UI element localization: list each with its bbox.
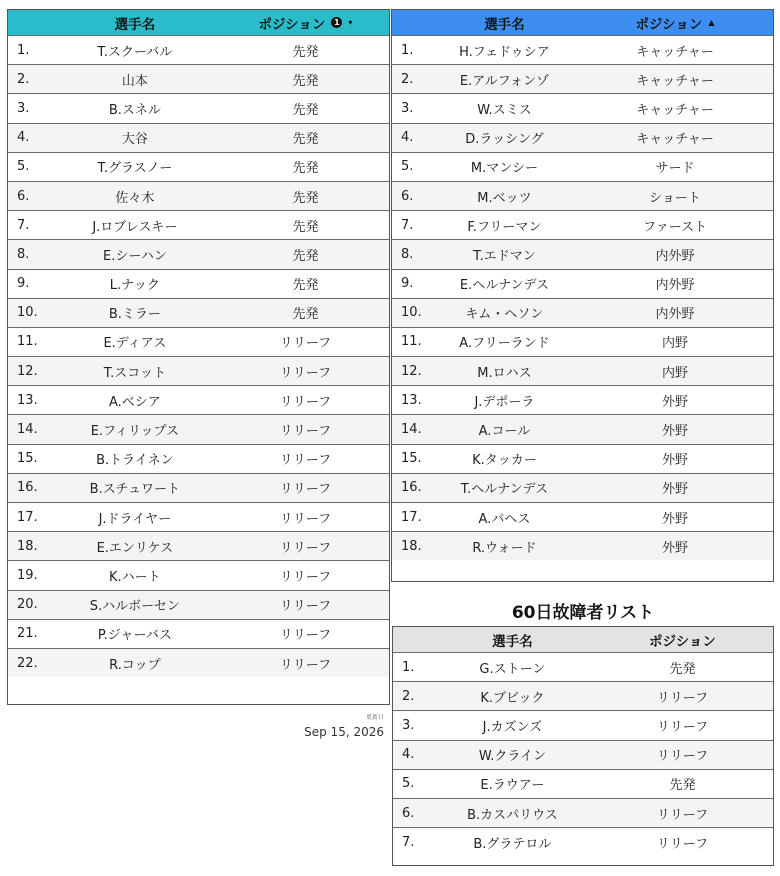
row-number: 1. xyxy=(17,42,30,58)
player-position: 内野 xyxy=(662,365,689,381)
left-roster-table xyxy=(7,9,390,705)
player-name: A.フリーランド xyxy=(459,336,550,352)
row-number: 3. xyxy=(401,100,414,116)
player-position: 先発 xyxy=(292,219,319,235)
table-row[interactable] xyxy=(392,239,773,268)
table-row[interactable] xyxy=(8,473,389,502)
right-table-body xyxy=(392,35,773,560)
table-row[interactable] xyxy=(392,531,773,560)
row-number: 3. xyxy=(402,717,415,733)
last-updated xyxy=(300,712,384,740)
header-player-name[interactable]: 選手名 xyxy=(492,633,533,650)
player-name: E.ディアス xyxy=(103,336,167,352)
row-number: 5. xyxy=(401,159,414,175)
row-number: 7. xyxy=(402,834,415,850)
row-number: 20. xyxy=(17,597,38,613)
sort-up-icon[interactable]: ▲ xyxy=(708,18,715,27)
player-position: 先発 xyxy=(292,73,319,89)
player-position: リリーフ xyxy=(279,628,332,644)
player-name: M.ベッツ xyxy=(477,190,532,206)
player-name: W.スミス xyxy=(477,102,532,118)
updated-date: Sep 15, 2026 xyxy=(304,725,384,739)
player-name: E.ラウアー xyxy=(480,778,545,794)
player-name: E.シーハン xyxy=(103,248,167,264)
player-position: リリーフ xyxy=(656,719,709,735)
player-name: J.ロブレスキー xyxy=(92,219,178,235)
table-row[interactable] xyxy=(8,619,389,648)
header-player-name[interactable]: 選手名 xyxy=(114,16,156,33)
row-number: 18. xyxy=(17,538,38,554)
left-table-body xyxy=(8,35,389,677)
row-number: 15. xyxy=(17,451,38,467)
table-row[interactable] xyxy=(8,590,389,619)
row-number: 4. xyxy=(17,130,30,146)
table-row[interactable] xyxy=(392,385,773,414)
player-position: キャッチャー xyxy=(636,132,714,148)
row-number: 21. xyxy=(17,626,38,642)
table-row[interactable] xyxy=(8,93,389,122)
table-row[interactable] xyxy=(8,239,389,268)
table-row[interactable] xyxy=(8,35,389,64)
player-name: D.ラッシング xyxy=(465,132,544,148)
row-number: 4. xyxy=(401,130,414,146)
table-row[interactable] xyxy=(393,769,773,798)
player-position: サード xyxy=(655,161,695,177)
player-name: M.マンシー xyxy=(470,161,538,177)
player-position: リリーフ xyxy=(279,394,332,410)
player-name: R.ウォード xyxy=(472,540,537,556)
player-name: E.ヘルナンデス xyxy=(459,278,550,294)
player-name: L.ナック xyxy=(109,278,160,294)
right-table-header xyxy=(392,10,773,35)
table-row[interactable] xyxy=(8,385,389,414)
player-name: P.ジャーバス xyxy=(97,628,172,644)
row-number: 16. xyxy=(401,480,422,496)
table-row[interactable] xyxy=(392,210,773,239)
player-name: K.タッカー xyxy=(472,453,537,469)
player-name: E.エンリケス xyxy=(96,540,174,556)
table-row[interactable] xyxy=(8,181,389,210)
table-row[interactable] xyxy=(393,652,773,681)
player-name: A.ベシア xyxy=(108,394,161,410)
row-number: 8. xyxy=(401,246,414,262)
player-name: M.ロハス xyxy=(477,365,532,381)
player-position: リリーフ xyxy=(279,599,332,615)
player-position: リリーフ xyxy=(656,807,709,823)
player-position: リリーフ xyxy=(279,657,332,673)
table-row[interactable] xyxy=(392,298,773,327)
row-number: 13. xyxy=(17,392,38,408)
row-number: 14. xyxy=(401,422,422,438)
row-number: 1. xyxy=(401,42,414,58)
header-position-sort[interactable] xyxy=(577,13,773,33)
row-number: 14. xyxy=(17,422,38,438)
player-name: G.ストーン xyxy=(479,661,546,677)
player-name: T.エドマン xyxy=(473,248,536,264)
player-position: 先発 xyxy=(292,44,319,60)
player-position: 外野 xyxy=(662,453,689,469)
player-name: 山本 xyxy=(121,73,148,89)
right-roster-table xyxy=(391,9,774,582)
row-number: 7. xyxy=(401,217,414,233)
player-name: R.コップ xyxy=(109,657,161,673)
row-number: 5. xyxy=(402,776,415,792)
row-number: 12. xyxy=(17,363,38,379)
table-row[interactable] xyxy=(8,64,389,93)
row-number: 2. xyxy=(401,71,414,87)
player-position: リリーフ xyxy=(279,424,332,440)
player-name: B.スネル xyxy=(108,102,161,118)
table-row[interactable] xyxy=(392,356,773,385)
row-number: 2. xyxy=(17,71,30,87)
table-row[interactable] xyxy=(392,93,773,122)
il-section-title: 60日故障者リスト xyxy=(511,603,655,623)
player-position: 先発 xyxy=(292,307,319,323)
table-row[interactable] xyxy=(392,414,773,443)
player-position: 外野 xyxy=(662,540,689,556)
player-name: T.ヘルナンデス xyxy=(460,482,549,498)
table-row[interactable] xyxy=(392,269,773,298)
table-row[interactable] xyxy=(392,473,773,502)
row-number: 16. xyxy=(17,480,38,496)
il-table-body xyxy=(393,652,773,856)
player-name: キム・ヘソン xyxy=(465,307,544,323)
player-position: キャッチャー xyxy=(636,44,714,60)
table-row[interactable] xyxy=(393,740,773,769)
player-position: 先発 xyxy=(669,778,696,794)
player-position: 内野 xyxy=(662,336,689,352)
updated-label: 更新日 xyxy=(365,714,384,721)
row-number: 17. xyxy=(401,509,422,525)
player-position: リリーフ xyxy=(279,540,332,556)
left-table-header xyxy=(8,10,389,35)
table-row[interactable] xyxy=(8,531,389,560)
table-row[interactable] xyxy=(8,123,389,152)
row-number: 9. xyxy=(17,276,30,292)
sort-order-badge: 1 xyxy=(331,17,342,28)
player-position: リリーフ xyxy=(279,365,332,381)
player-position: 外野 xyxy=(662,482,689,498)
table-row[interactable] xyxy=(8,560,389,589)
table-row[interactable] xyxy=(393,798,773,827)
table-row[interactable] xyxy=(8,298,389,327)
table-row[interactable] xyxy=(8,648,389,677)
table-row[interactable] xyxy=(392,123,773,152)
row-number: 12. xyxy=(401,363,422,379)
table-row[interactable] xyxy=(393,827,773,856)
player-name: K.ハート xyxy=(109,569,161,585)
row-number: 8. xyxy=(17,246,30,262)
player-name: W.クライン xyxy=(478,749,546,765)
header-position[interactable]: ポジション xyxy=(649,633,716,650)
player-position: リリーフ xyxy=(279,482,332,498)
row-number: 15. xyxy=(401,451,422,467)
row-number: 18. xyxy=(401,538,422,554)
player-position: 先発 xyxy=(669,661,696,677)
player-position: 先発 xyxy=(292,102,319,118)
player-position: ショート xyxy=(649,190,701,206)
player-name: 大谷 xyxy=(121,132,148,148)
row-number: 4. xyxy=(402,747,415,763)
table-row[interactable] xyxy=(8,269,389,298)
table-row[interactable] xyxy=(392,152,773,181)
player-position: 外野 xyxy=(662,394,689,410)
table-row[interactable] xyxy=(8,414,389,443)
row-number: 6. xyxy=(17,188,30,204)
player-name: A.パヘス xyxy=(478,511,531,527)
table-row[interactable] xyxy=(392,444,773,473)
player-name: A.コール xyxy=(478,424,531,440)
header-position-label: ポジション xyxy=(635,16,703,33)
table-row[interactable] xyxy=(8,152,389,181)
player-position: 外野 xyxy=(662,511,689,527)
row-number: 11. xyxy=(401,334,422,350)
row-number: 3. xyxy=(17,100,30,116)
table-row[interactable] xyxy=(8,356,389,385)
table-row[interactable] xyxy=(393,681,773,710)
player-position: 先発 xyxy=(292,132,319,148)
il-table-header xyxy=(393,627,773,652)
player-position: 内外野 xyxy=(655,307,695,323)
player-position: 先発 xyxy=(292,278,319,294)
player-position: リリーフ xyxy=(656,836,709,852)
row-number: 9. xyxy=(401,276,414,292)
player-name: J.デポーラ xyxy=(474,394,535,410)
player-name: T.スクーバル xyxy=(97,44,173,60)
header-position-label: ポジション xyxy=(258,16,326,33)
row-number: 13. xyxy=(401,392,422,408)
row-number: 2. xyxy=(402,688,415,704)
table-row[interactable] xyxy=(393,710,773,739)
row-number: 17. xyxy=(17,509,38,525)
table-row[interactable] xyxy=(8,327,389,356)
table-row[interactable] xyxy=(392,64,773,93)
row-number: 1. xyxy=(402,659,415,675)
player-position: 先発 xyxy=(292,161,319,177)
row-number: 19. xyxy=(17,567,38,583)
player-position: リリーフ xyxy=(279,569,332,585)
player-position: 内外野 xyxy=(655,248,695,264)
player-name: B.トライネン xyxy=(96,453,174,469)
table-row[interactable] xyxy=(392,181,773,210)
player-name: B.スチュワート xyxy=(89,482,181,498)
sort-down-icon[interactable]: ▾ xyxy=(348,18,353,27)
player-name: S.ハルボーセン xyxy=(89,599,180,615)
player-position: 先発 xyxy=(292,190,319,206)
player-name: 佐々木 xyxy=(115,190,155,206)
player-name: F.フリーマン xyxy=(467,219,542,235)
table-row[interactable] xyxy=(8,444,389,473)
table-row[interactable] xyxy=(392,35,773,64)
il-roster-table xyxy=(392,626,774,866)
player-name: T.スコット xyxy=(103,365,166,381)
player-position: リリーフ xyxy=(656,749,709,765)
player-name: T.グラスノー xyxy=(97,161,173,177)
player-position: キャッチャー xyxy=(636,102,714,118)
player-name: E.フィリップス xyxy=(90,424,179,440)
player-name: B.グラテロル xyxy=(473,836,552,852)
player-name: H.フェドゥシア xyxy=(459,44,550,60)
table-row[interactable] xyxy=(392,327,773,356)
row-number: 22. xyxy=(17,655,38,671)
player-position: 先発 xyxy=(292,248,319,264)
table-row[interactable] xyxy=(8,502,389,531)
player-position: リリーフ xyxy=(279,453,332,469)
player-name: B.カスパリウス xyxy=(467,807,558,823)
player-position: 外野 xyxy=(662,424,689,440)
player-name: B.ミラー xyxy=(108,307,161,323)
table-row[interactable] xyxy=(392,502,773,531)
row-number: 11. xyxy=(17,334,38,350)
player-name: J.ドライヤー xyxy=(98,511,172,527)
player-position: リリーフ xyxy=(279,511,332,527)
row-number: 6. xyxy=(402,805,415,821)
header-player-name[interactable]: 選手名 xyxy=(484,16,525,33)
row-number: 5. xyxy=(17,159,30,175)
player-name: K.ブビック xyxy=(480,690,545,706)
player-name: E.アルフォンゾ xyxy=(459,73,550,89)
header-position-sort[interactable] xyxy=(222,13,389,33)
player-position: キャッチャー xyxy=(636,73,714,89)
row-number: 6. xyxy=(401,188,414,204)
player-name: J.カズンズ xyxy=(482,719,543,735)
table-row[interactable] xyxy=(8,210,389,239)
player-position: ファースト xyxy=(642,219,708,235)
row-number: 10. xyxy=(401,305,422,321)
player-position: リリーフ xyxy=(656,690,709,706)
player-position: リリーフ xyxy=(279,336,332,352)
row-number: 10. xyxy=(17,305,38,321)
player-position: 内外野 xyxy=(655,278,695,294)
row-number: 7. xyxy=(17,217,30,233)
